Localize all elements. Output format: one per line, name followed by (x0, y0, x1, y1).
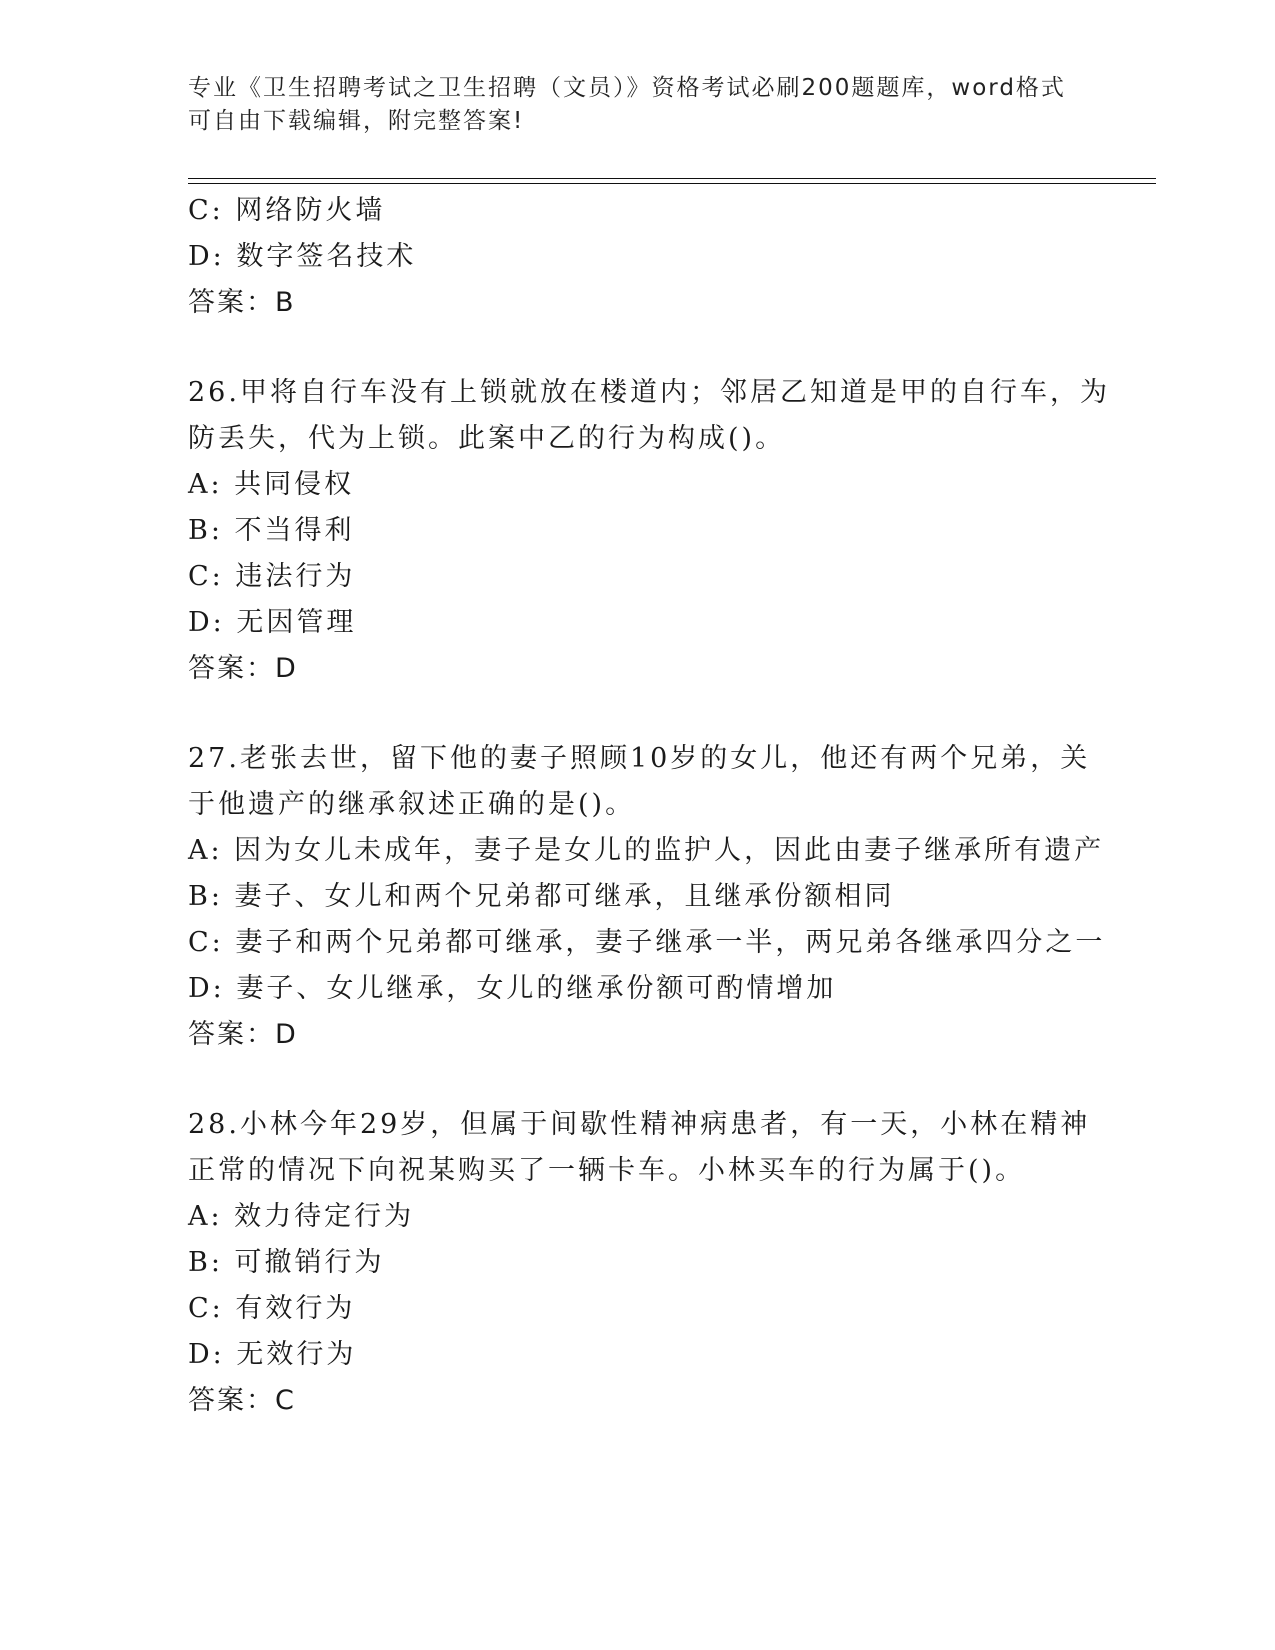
option-d: D: 无因管理 (188, 607, 357, 638)
option-a: A: 效力待定行为 (188, 1201, 415, 1232)
option-d: D: 无效行为 (188, 1339, 357, 1370)
answer: 答案：B (188, 287, 296, 318)
option-d: D: 数字签名技术 (188, 241, 417, 272)
option-d: D: 妻子、女儿继承，女儿的继承份额可酌情增加 (188, 973, 837, 1004)
header-line-1: 专业《卫生招聘考试之卫生招聘（文员）》资格考试必刷200题题库，word格式 (188, 75, 1066, 101)
option-c: C: 违法行为 (188, 561, 356, 592)
document-header (188, 72, 1068, 138)
option-b: B: 不当得利 (188, 515, 355, 546)
option-c: C: 妻子和两个兄弟都可继承，妻子继承一半，两兄弟各继承四分之一 (188, 927, 1106, 958)
question-text-line-1: 26.甲将自行车没有上锁就放在楼道内；邻居乙知道是甲的自行车，为 (188, 377, 1110, 408)
question-27 (188, 736, 1106, 1058)
question-text-line-1: 28.小林今年29岁，但属于间歇性精神病患者，有一天，小林在精神 (188, 1109, 1091, 1140)
header-line-2: 可自由下载编辑，附完整答案! (188, 108, 525, 134)
question-text-line-2: 防丢失，代为上锁。此案中乙的行为构成()。 (188, 423, 786, 454)
question-28 (188, 1102, 1091, 1424)
question-25-tail (188, 188, 1088, 326)
document-body (188, 188, 1110, 1424)
question-26 (188, 370, 1110, 692)
answer: 答案：D (188, 653, 298, 684)
question-text-line-2: 正常的情况下向祝某购买了一辆卡车。小林买车的行为属于()。 (188, 1155, 1026, 1186)
option-a: A: 共同侵权 (188, 469, 355, 500)
option-b: B: 妻子、女儿和两个兄弟都可继承，且继承份额相同 (188, 881, 895, 912)
answer: 答案：C (188, 1385, 296, 1416)
option-c: C: 有效行为 (188, 1293, 356, 1324)
option-b: B: 可撤销行为 (188, 1247, 385, 1278)
question-text-line-1: 27.老张去世，留下他的妻子照顾10岁的女儿，他还有两个兄弟，关 (188, 743, 1091, 774)
answer: 答案：D (188, 1019, 298, 1050)
header-rule-top (188, 178, 1156, 179)
option-a: A: 因为女儿未成年，妻子是女儿的监护人，因此由妻子继承所有遗产 (188, 835, 1105, 866)
option-c: C: 网络防火墙 (188, 195, 386, 226)
question-text-line-2: 于他遗产的继承叙述正确的是()。 (188, 789, 636, 820)
header-rule-bottom (188, 183, 1156, 184)
